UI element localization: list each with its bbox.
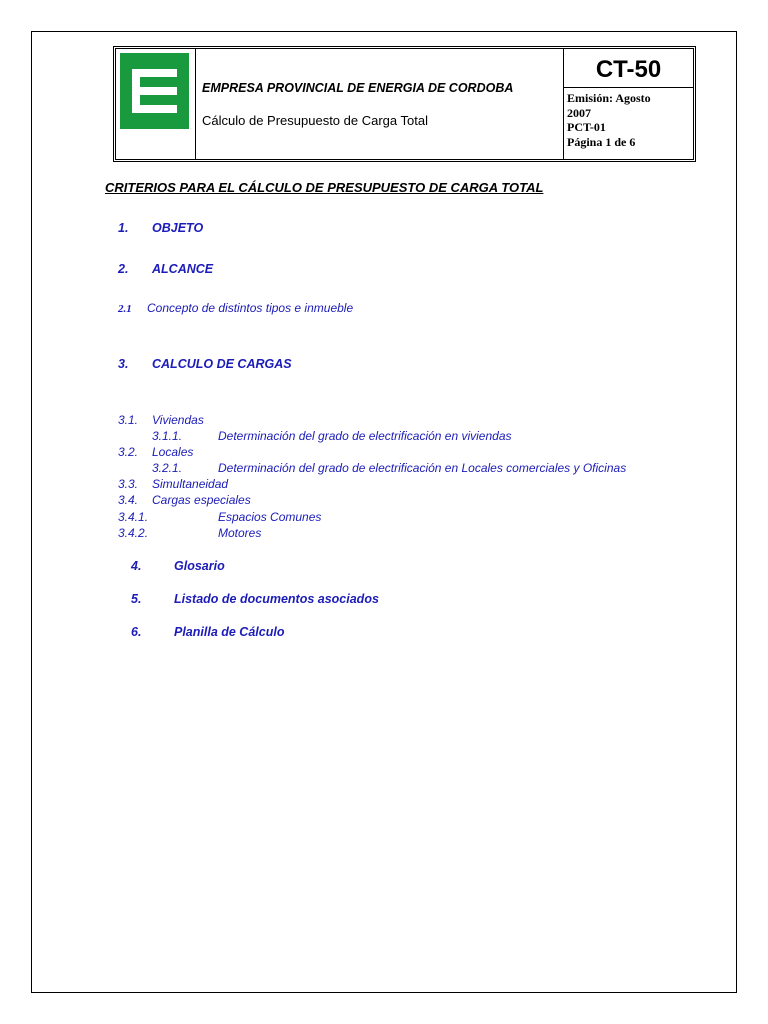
toc-item-6[interactable] bbox=[131, 625, 284, 639]
toc-number: 3.3. bbox=[118, 477, 139, 491]
toc-label: Locales bbox=[152, 445, 194, 459]
toc-number: 3.1. bbox=[118, 413, 139, 427]
logo-cell bbox=[116, 49, 196, 159]
toc-label: Cargas especiales bbox=[152, 493, 251, 507]
toc-item-4[interactable] bbox=[131, 559, 225, 573]
emision-date: Emisión: Agosto bbox=[567, 91, 651, 105]
document-header bbox=[113, 46, 696, 162]
toc-label: Planilla de Cálculo bbox=[174, 625, 285, 639]
toc-label: Motores bbox=[218, 526, 262, 540]
toc-number: 3.4.2. bbox=[118, 526, 149, 540]
toc-label: Determinación del grado de electrificación en viviendas bbox=[218, 429, 512, 443]
emision-year: 2007 bbox=[567, 105, 591, 120]
toc-label: ALCANCE bbox=[152, 262, 214, 276]
toc-item-3[interactable] bbox=[118, 357, 292, 371]
toc-item-3-4[interactable] bbox=[118, 493, 251, 507]
toc-item-3-3[interactable] bbox=[118, 477, 228, 491]
document-meta bbox=[567, 91, 651, 149]
toc-item-3-4-1[interactable] bbox=[118, 510, 321, 524]
document-title: Cálculo de Presupuesto de Carga Total bbox=[202, 113, 428, 128]
toc-number: 2.1 bbox=[118, 303, 132, 315]
toc-number: 2. bbox=[118, 262, 129, 276]
toc-item-3-2[interactable] bbox=[118, 445, 193, 459]
toc-label: Listado de documentos asociados bbox=[174, 592, 379, 606]
toc-number: 6. bbox=[131, 625, 142, 639]
toc-number: 3.2. bbox=[118, 445, 139, 459]
toc-label: Viviendas bbox=[152, 413, 204, 427]
code-cell bbox=[564, 49, 693, 159]
toc-item-3-2-1[interactable] bbox=[152, 461, 626, 475]
toc-label: Determinación del grado de electrificación en Locales comerciales y Oficinas bbox=[218, 461, 627, 475]
toc-item-2[interactable] bbox=[118, 262, 213, 276]
toc-number: 3.2.1. bbox=[152, 461, 183, 475]
toc-number: 1. bbox=[118, 221, 129, 235]
toc-item-5[interactable] bbox=[131, 592, 379, 606]
toc-number: 3. bbox=[118, 357, 129, 371]
company-cell bbox=[196, 49, 564, 159]
toc-label: Espacios Comunes bbox=[218, 510, 322, 524]
toc-number: 4. bbox=[131, 559, 142, 573]
toc-item-3-1[interactable] bbox=[118, 413, 204, 427]
toc-item-3-4-2[interactable] bbox=[118, 526, 261, 540]
toc-item-3-1-1[interactable] bbox=[152, 429, 512, 443]
procedure-code: PCT-01 bbox=[567, 120, 606, 134]
toc-number: 5. bbox=[131, 592, 142, 606]
toc-item-1[interactable] bbox=[118, 221, 203, 235]
epec-logo bbox=[120, 53, 189, 129]
toc-label: Simultaneidad bbox=[152, 477, 229, 491]
page-number: Página 1 de 6 bbox=[567, 134, 636, 149]
toc-label: Concepto de distintos tipos e inmueble bbox=[147, 301, 354, 315]
toc-label: CALCULO DE CARGAS bbox=[152, 357, 292, 371]
toc-item-2-1[interactable] bbox=[118, 301, 353, 315]
document-code: CT-50 bbox=[564, 49, 693, 88]
toc-number: 3.4. bbox=[118, 493, 139, 507]
toc-label: OBJETO bbox=[152, 221, 204, 235]
toc-number: 3.1.1. bbox=[152, 429, 183, 443]
toc-number: 3.4.1. bbox=[118, 510, 149, 524]
company-name: EMPRESA PROVINCIAL DE ENERGIA DE CORDOBA bbox=[202, 81, 514, 95]
toc-label: Glosario bbox=[174, 559, 225, 573]
main-title: CRITERIOS PARA EL CÁLCULO DE PRESUPUESTO DE CARGA TOTAL bbox=[105, 180, 544, 195]
